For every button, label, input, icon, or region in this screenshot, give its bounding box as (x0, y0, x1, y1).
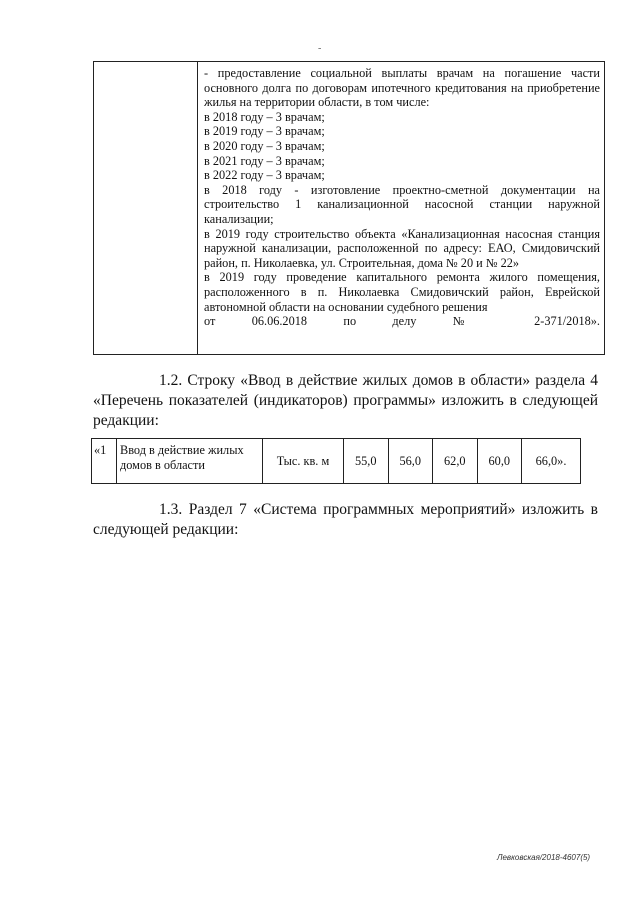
indicator-value: 60,0 (477, 439, 522, 484)
indicator-name: Ввод в действие жилых домов в области (117, 439, 263, 484)
paragraph-1-3-text: 1.3. Раздел 7 «Система программных мероприятий» изложить в следующей редакции: (93, 501, 598, 538)
table-row (92, 439, 581, 484)
document-footer: Левковская/2018-4607(5) (497, 853, 591, 862)
table-line: в 2021 году – 3 врачам; (204, 153, 325, 168)
measures-cell (204, 66, 600, 329)
table-line: от 06.06.2018 по делу № 2-371/2018». (204, 314, 600, 329)
indicator-value: 66,0». (522, 439, 581, 484)
table-line: в 2019 году строительство объекта «Канализационная насосная станция наружной канализации, расположенной по адресу: ЕАО, Смидовичский район, п. Николаевка, ул. Строительная, дома № 20 и № 22» (204, 226, 600, 270)
table-line: в 2018 году – 3 врачам; (204, 109, 325, 124)
table-line: в 2019 году – 3 врачам; (204, 124, 325, 139)
indicator-unit: Тыс. кв. м (263, 439, 344, 484)
table-line: в 2018 году - изготовление проектно-сметной документации на строительство 1 канализационной насосной станции наружной канализации; (204, 182, 600, 226)
table-line: в 2022 году – 3 врачам; (204, 168, 325, 183)
indicator-table (91, 438, 581, 484)
indicator-value: 56,0 (388, 439, 433, 484)
paragraph-1-2-text: 1.2. Строку «Ввод в действие жилых домов в области» раздела 4 «Перечень показателей (индикаторов) программы» изложить в следующей редакции: (93, 372, 598, 429)
table-line: - предоставление социальной выплаты врачам на погашение части основного долга по договорам ипотечного кредитования на приобретение жилья на территории области, в том числе: (204, 66, 600, 110)
paragraph-1-2 (93, 371, 598, 431)
indicator-number: «1 (92, 439, 117, 484)
table-line: в 2020 году – 3 врачам; (204, 138, 325, 153)
table-left-column (94, 62, 198, 354)
paragraph-1-3 (93, 500, 598, 540)
indicator-value: 62,0 (433, 439, 478, 484)
page-mark: - (318, 43, 322, 54)
measures-table (93, 61, 605, 355)
table-line: в 2019 году проведение капитального ремонта жилого помещения, расположенного в п. Николаевка Смидовичский район, Еврейской автономной области на основании судебного решения (204, 270, 600, 314)
indicator-value: 55,0 (344, 439, 389, 484)
